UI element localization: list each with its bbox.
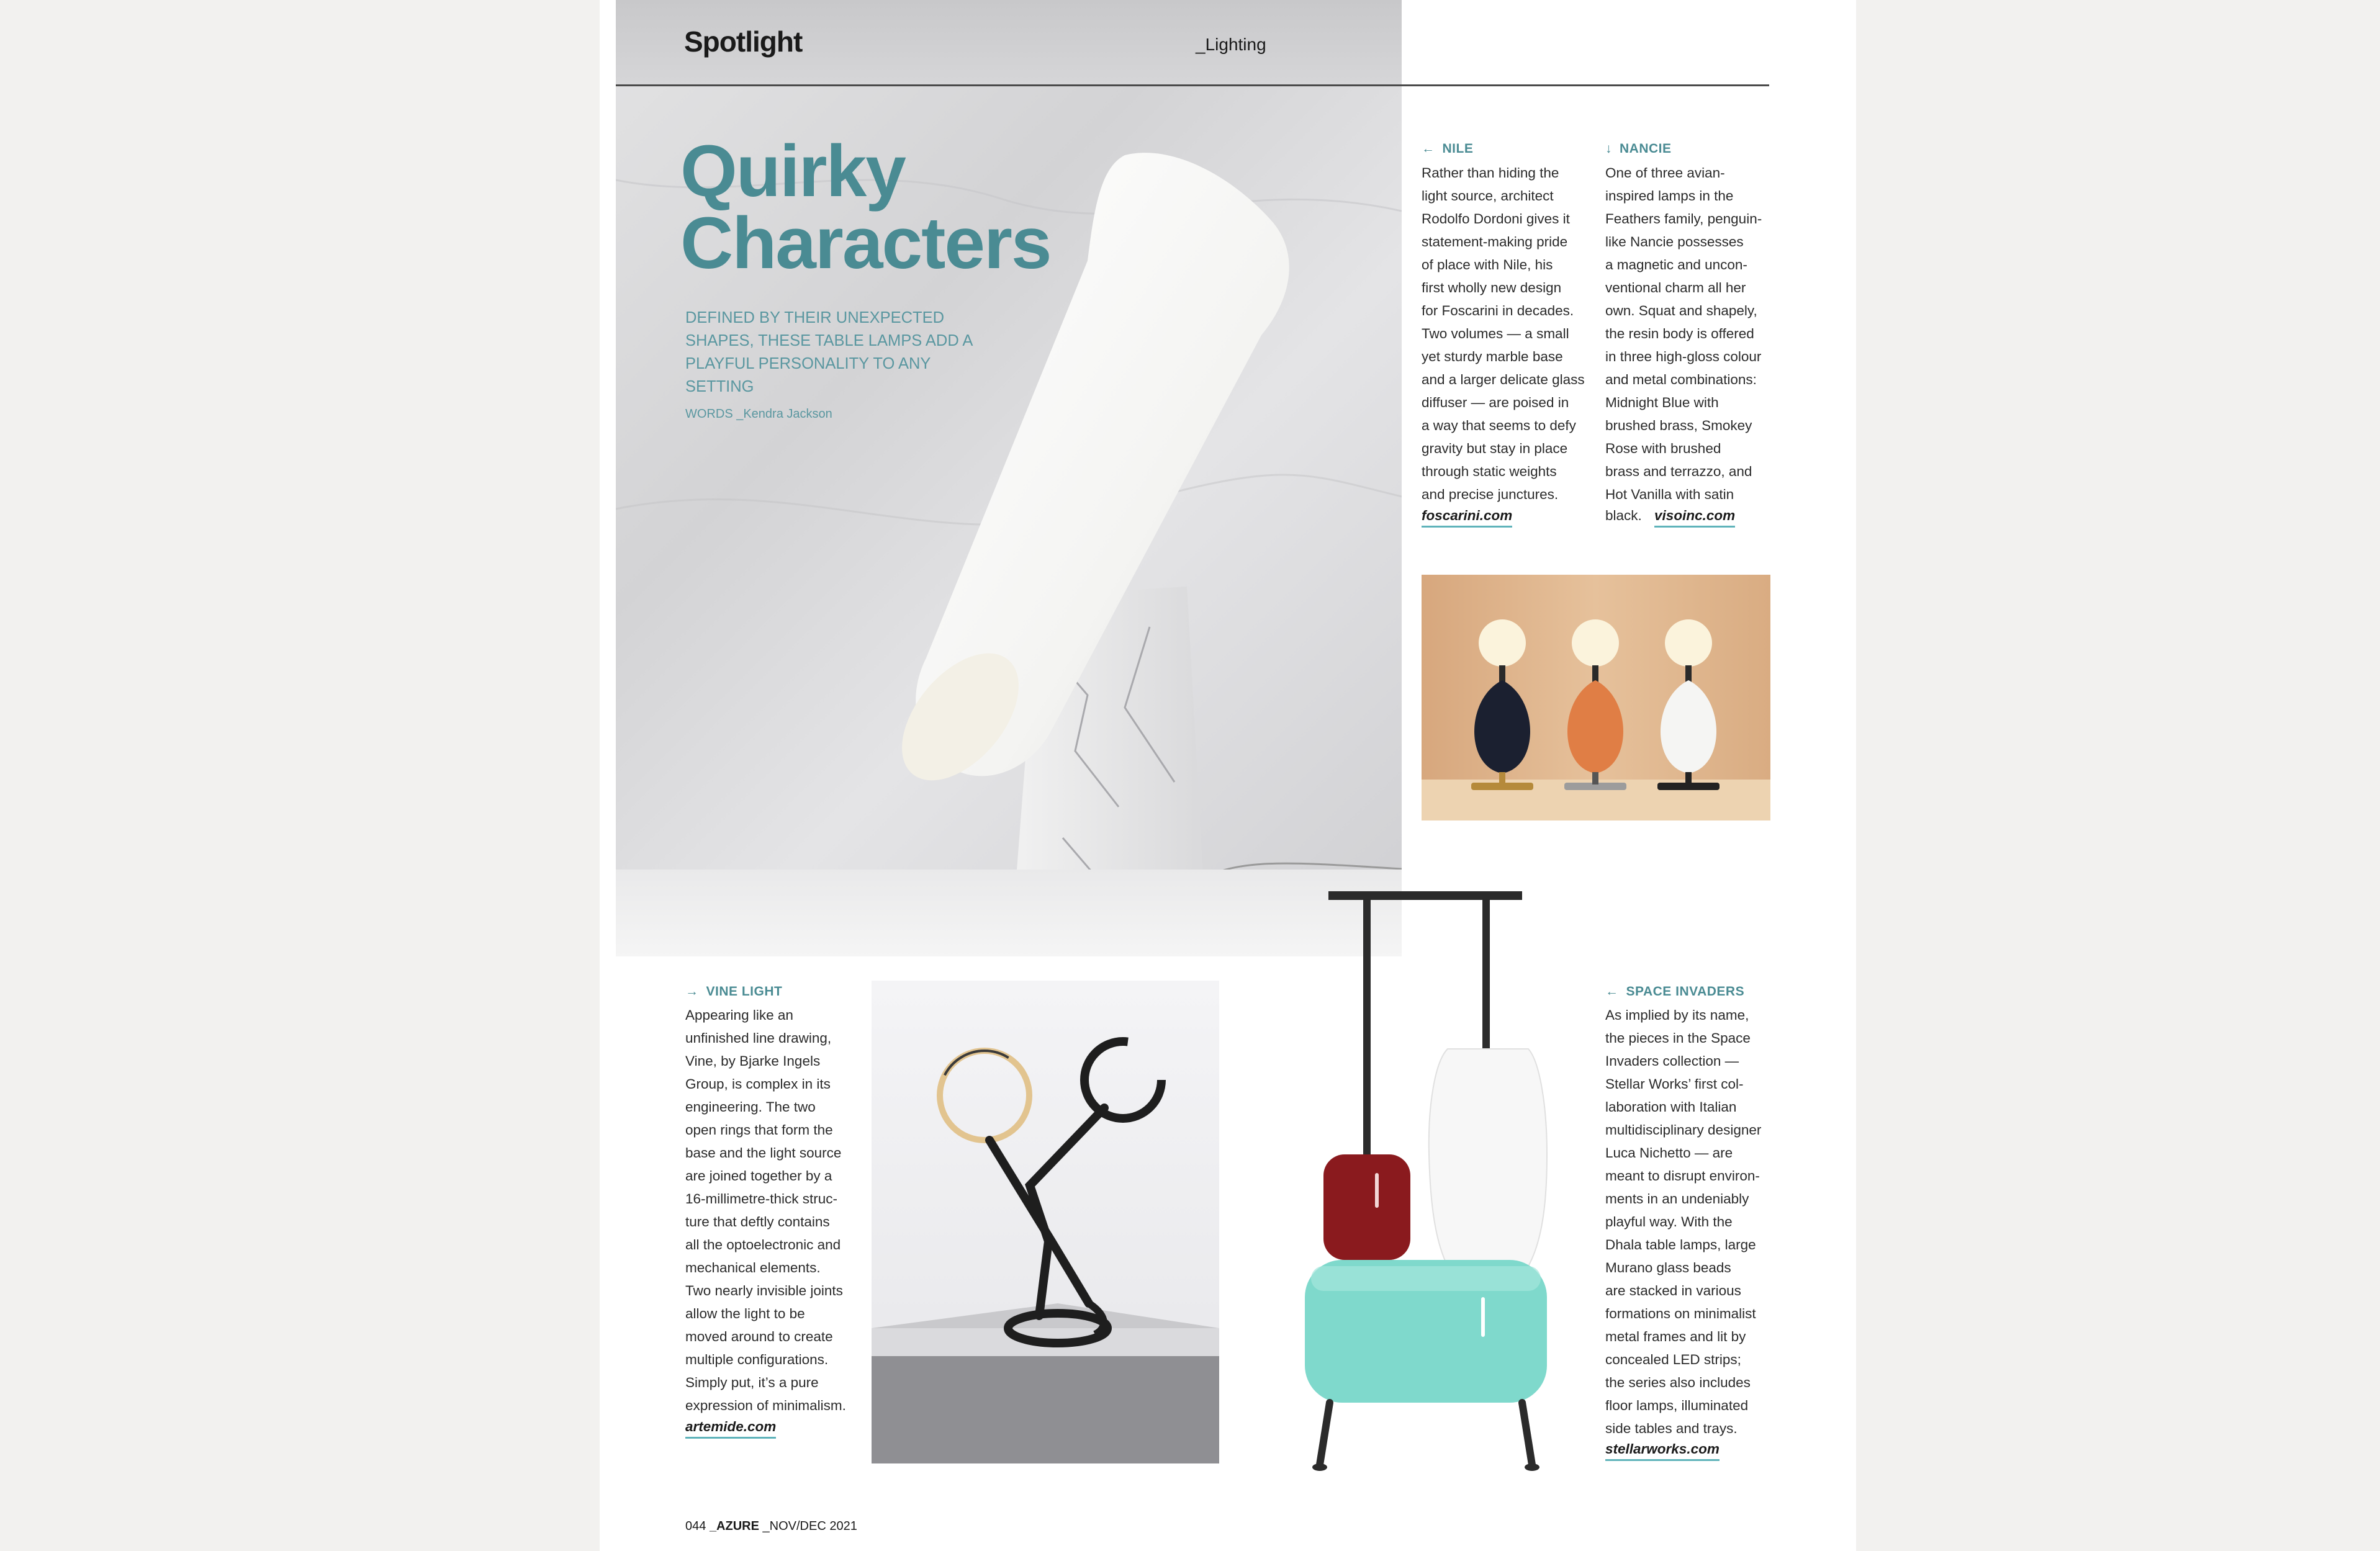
nancie-lamps-illustration <box>1422 575 1770 820</box>
space-line: concealed LED strips; <box>1605 1352 1741 1367</box>
nile-line: a way that seems to defy <box>1422 418 1576 433</box>
nancie-line: Hot Vanilla with satin <box>1605 487 1734 502</box>
nile-line: for Foscarini in decades. <box>1422 303 1574 318</box>
category-label: _Lighting <box>1196 35 1266 54</box>
nancie-last-line: black. <box>1605 508 1642 523</box>
section-title: Spotlight <box>684 25 803 58</box>
feature-deck: DEFINED BY THEIR UNEXPECTED SHAPES, THESE TABLE LAMPS ADD A PLAYFUL PERSONALITY TO ANY SETTING <box>685 309 973 395</box>
visoinc-link[interactable]: visoinc.com <box>1654 508 1735 528</box>
nile-line: light source, architect <box>1422 188 1554 204</box>
nancie-lamps-photo <box>1422 575 1770 820</box>
vine-line: mechanical elements. <box>685 1260 821 1275</box>
nancie-line: Midnight Blue with <box>1605 395 1719 410</box>
vine-line: allow the light to be <box>685 1306 805 1321</box>
space-line: laboration with Italian <box>1605 1099 1737 1115</box>
space-line: formations on minimalist <box>1605 1306 1756 1321</box>
space-invaders-body <box>1605 1004 1761 1440</box>
space-line: Invaders collection — <box>1605 1053 1739 1069</box>
space-line: Stellar Works’ first col- <box>1605 1076 1744 1092</box>
header-rule <box>616 84 1769 86</box>
nile-line: of place with Nile, his <box>1422 257 1553 272</box>
nile-body <box>1422 161 1585 506</box>
nancie-heading <box>1605 142 1672 156</box>
space-line: meant to disrupt environ- <box>1605 1168 1760 1184</box>
vine-line: Simply put, it’s a pure <box>685 1375 819 1390</box>
space-line: Luca Nichetto — are <box>1605 1145 1733 1161</box>
vine-line: unfinished line drawing, <box>685 1030 832 1046</box>
nancie-line: Rose with brushed <box>1605 441 1721 456</box>
space-line: ments in an undeniably <box>1605 1191 1749 1207</box>
nancie-line: and metal combinations: <box>1605 372 1757 387</box>
stellarworks-link[interactable]: stellarworks.com <box>1605 1441 1720 1461</box>
nile-line: through static weights <box>1422 464 1557 479</box>
space-line: Murano glass beads <box>1605 1260 1731 1275</box>
arrow-left-icon: ← <box>1605 984 1619 999</box>
nile-line: and a larger delicate glass <box>1422 372 1585 387</box>
space-line: As implied by its name, <box>1605 1007 1749 1023</box>
space-invaders-link-block <box>1605 1441 1720 1457</box>
nile-name: NILE <box>1442 142 1474 156</box>
space-invaders-lamp-photo <box>1243 881 1566 1551</box>
nancie-line: One of three avian- <box>1605 165 1725 181</box>
vine-line: Group, is complex in its <box>685 1076 831 1092</box>
nile-line: and precise junctures. <box>1422 487 1559 502</box>
space-line: metal frames and lit by <box>1605 1329 1746 1344</box>
vine-light-illustration <box>872 981 1219 1463</box>
nile-line: Two volumes — a small <box>1422 326 1569 341</box>
space-line: the series also includes <box>1605 1375 1751 1390</box>
vine-line: engineering. The two <box>685 1099 816 1115</box>
space-invaders-heading <box>1605 984 1744 999</box>
feature-title-line2: Characters <box>680 202 1051 284</box>
foscarini-link[interactable]: foscarini.com <box>1422 508 1512 528</box>
nancie-line: ventional charm all her <box>1605 280 1746 295</box>
nancie-line: the resin body is offered <box>1605 326 1754 341</box>
vine-line: multiple configurations. <box>685 1352 829 1367</box>
vine-line: base and the light source <box>685 1145 842 1161</box>
vine-line: Vine, by Bjarke Ingels <box>685 1053 821 1069</box>
nancie-line: like Nancie possesses <box>1605 234 1744 250</box>
space-line: floor lamps, illuminated <box>1605 1398 1749 1413</box>
vine-line: open rings that form the <box>685 1122 833 1138</box>
space-line: Dhala table lamps, large <box>1605 1237 1756 1252</box>
vine-line: are joined together by a <box>685 1168 832 1184</box>
nile-line: gravity but stay in place <box>1422 441 1568 456</box>
space-line: side tables and trays. <box>1605 1421 1738 1436</box>
space-invaders-name: SPACE INVADERS <box>1626 984 1745 999</box>
nancie-line: Feathers family, penguin- <box>1605 211 1762 227</box>
magazine-brand: _AZURE <box>709 1519 759 1533</box>
vine-line: moved around to create <box>685 1329 833 1344</box>
nancie-line: a magnetic and uncon- <box>1605 257 1747 272</box>
space-line: the pieces in the Space <box>1605 1030 1751 1046</box>
vine-line: Appearing like an <box>685 1007 793 1023</box>
arrow-left-icon: ← <box>1422 142 1435 156</box>
issue-date: _NOV/DEC 2021 <box>762 1519 857 1533</box>
arrow-right-icon: → <box>685 984 699 999</box>
nancie-line: inspired lamps in the <box>1605 188 1734 204</box>
vine-line: ture that deftly contains <box>685 1214 830 1230</box>
vine-body <box>685 1004 846 1417</box>
nancie-body <box>1605 161 1762 506</box>
nile-heading <box>1422 142 1473 156</box>
feature-title <box>680 130 1051 284</box>
nile-line: Rodolfo Dordoni gives it <box>1422 211 1570 227</box>
feature-byline: WORDS _Kendra Jackson <box>685 407 832 421</box>
vine-light-photo <box>872 981 1219 1463</box>
nile-line: statement-making pride <box>1422 234 1568 250</box>
space-line: are stacked in various <box>1605 1283 1741 1298</box>
feature-title-line1: Quirky <box>680 130 905 212</box>
magazine-page <box>600 0 1856 1551</box>
vine-line: expression of minimalism. <box>685 1398 846 1413</box>
arrow-down-icon: ↓ <box>1605 142 1612 156</box>
nancie-line: in three high-gloss colour <box>1605 349 1762 364</box>
space-line: multidisciplinary designer <box>1605 1122 1762 1138</box>
nancie-line: brass and terrazzo, and <box>1605 464 1752 479</box>
nancie-line: own. Squat and shapely, <box>1605 303 1757 318</box>
nancie-name: NANCIE <box>1620 142 1672 156</box>
nancie-line: brushed brass, Smokey <box>1605 418 1752 433</box>
vine-link-block <box>685 1419 776 1435</box>
nile-link-block <box>1422 508 1512 524</box>
page-number: 044 <box>685 1519 706 1533</box>
nile-line: first wholly new design <box>1422 280 1562 295</box>
nile-line: Rather than hiding the <box>1422 165 1559 181</box>
space-line: playful way. With the <box>1605 1214 1733 1230</box>
vine-name: VINE LIGHT <box>706 984 783 999</box>
artemide-link[interactable]: artemide.com <box>685 1419 776 1439</box>
vine-line: all the optoelectronic and <box>685 1237 841 1252</box>
space-invaders-illustration <box>1243 881 1566 1551</box>
nancie-link-block <box>1605 508 1735 524</box>
nile-line: yet sturdy marble base <box>1422 349 1563 364</box>
vine-line: 16-millimetre-thick struc- <box>685 1191 838 1207</box>
vine-heading <box>685 984 782 999</box>
vine-line: Two nearly invisible joints <box>685 1283 843 1298</box>
nile-line: diffuser — are poised in <box>1422 395 1569 410</box>
page-footer <box>685 1519 857 1534</box>
